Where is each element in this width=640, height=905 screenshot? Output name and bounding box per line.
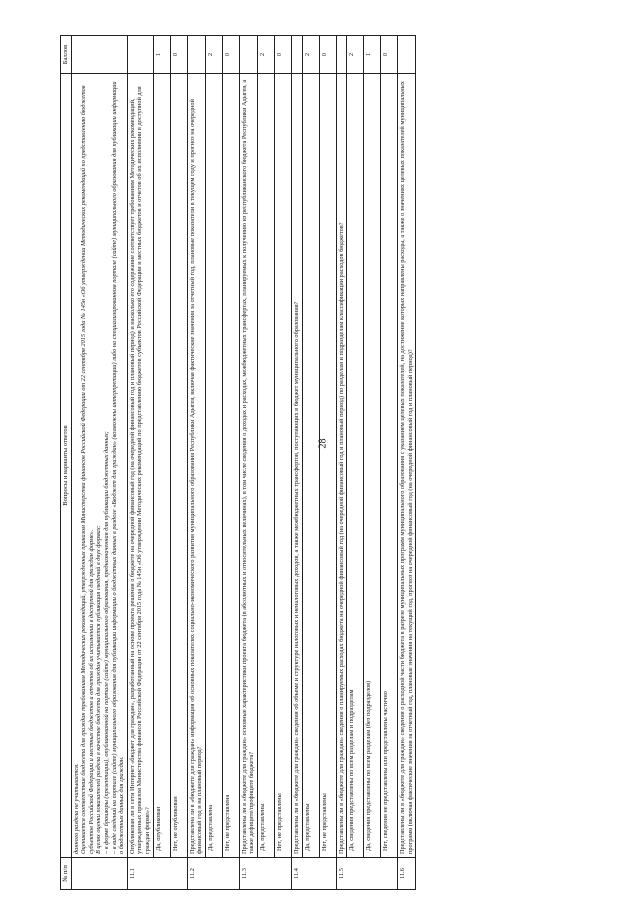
- answer-option: Да, представлены: [302, 74, 319, 858]
- answer-points: 1: [153, 36, 170, 74]
- item-number: 11.5: [336, 858, 398, 890]
- intro-row: [71, 36, 127, 890]
- question-row: [398, 36, 416, 890]
- answer-option: Да, сведения представлены по всем разделам (без подразделов): [364, 74, 381, 858]
- item-number: 11.1: [127, 858, 187, 890]
- answer-row: [170, 36, 187, 890]
- intro-line: – в виде сведений на портале (сайте) муниципального образования для публикации информации о бюджетных данных в разделе «Бюджет для граждан» (возможны интерпретации) либо на специализированном портале (сайте) муниципального образования для публикации информации о бюджетных данных для граждан.: [110, 81, 126, 854]
- rating-table: [60, 35, 416, 890]
- intro-text: [71, 74, 127, 858]
- item-number: 11.4: [291, 858, 336, 890]
- answer-points: 0: [222, 36, 239, 74]
- question-row: [336, 36, 347, 890]
- question-text: Опубликован ли в сети Интернет «бюджет для граждан», разработанный на основе проекта решения о бюджете на очередной финансовый год (на очередной финансовый год и плановый период) и насколько его содержание соответствует требованиям Методических рекомендаций, утвержденных приказом Министерства финансов Российской Федерации от 22 сентября 2015 года № 145н «Об утверждении Методических рекомендаций по представлению бюджетов субъектов Российской Федерации и местных бюджетов и отчетов об их исполнении в доступной для граждан форме»?: [127, 74, 153, 858]
- question-rows: [127, 36, 416, 890]
- answer-points: 0: [274, 36, 291, 74]
- answer-option: Нет, не представлены: [274, 74, 291, 858]
- question-text: Представлены ли в «бюджете для граждан» сведения о планируемых расходах бюджета на очередной финансовый год (на очередной финансовый год и плановый период) по разделам и подразделам классификации расходов бюджетов?: [336, 74, 347, 858]
- answer-row: [319, 36, 336, 890]
- answer-row: [347, 36, 364, 890]
- item-number: 11.3: [239, 858, 291, 890]
- item-number: 11.2: [187, 858, 239, 890]
- answer-row: [205, 36, 222, 890]
- table-header-row: [61, 36, 72, 890]
- intro-line: – в форме брошюры (презентации), опубликованной на портале (сайте) муниципального образования, предназначенная для публикации бюджетных данных;: [102, 431, 110, 854]
- header-num: № п/п: [61, 858, 72, 890]
- question-row: [127, 36, 153, 890]
- answer-row: [274, 36, 291, 890]
- answer-row: [364, 36, 381, 890]
- answer-row: [381, 36, 398, 890]
- answer-option: Нет, не представлена: [222, 74, 239, 858]
- page-number: 28: [317, 438, 329, 449]
- answer-option: Да, представлены: [257, 74, 274, 858]
- answer-option: Нет, сведения не представлены или представлены частично: [381, 74, 398, 858]
- answer-option: Нет, не опубликован: [170, 74, 187, 858]
- intro-line: В целях оценки показателей раздела в качестве бюджета для граждан учитывается публикация сведений в двух формах:: [95, 525, 103, 854]
- answer-points: 0: [319, 36, 336, 74]
- question-row: [239, 36, 257, 890]
- question-text: Представлены ли в «бюджете для граждан» сведения о расходной части бюджета в разрезе муниципальных программ муниципального образования с указанием целевых показателей, на достижение которых направлены расходы, а также о значениях целевых показателей муниципальных программ (включая фактические значения за отчетный год, плановые значения на текущий год, прогноз на очередной финансовый год (на очередной финансовый год и плановый период)?: [398, 74, 416, 858]
- answer-option: Да, сведения представлены по всем разделам и подразделам: [347, 74, 364, 858]
- question-row: [291, 36, 302, 890]
- answer-row: [222, 36, 239, 890]
- answer-points: 2: [347, 36, 364, 74]
- answer-points: 2: [257, 36, 274, 74]
- answer-points: 2: [205, 36, 222, 74]
- answer-option: Нет, не представлены: [319, 74, 336, 858]
- question-text: Представлены ли в «бюджете для граждан» сведения об объеме и структуре налоговых и неналоговых доходов, а также межбюджетных трансфертов, поступающих в бюджет муниципального образования?: [291, 74, 302, 858]
- answer-points: 1: [364, 36, 381, 74]
- question-text: Представлена ли в «бюджете для граждан» информация об основных показателях социально-экономического развития муниципального образования Республики Адыгея, включая фактические значения за отчетный год, плановые показатели в текущем году и прогноз на очередной финансовый год и на плановый период?: [187, 74, 205, 858]
- answer-points: 0: [381, 36, 398, 74]
- header-questions: Вопросы и варианты ответов: [61, 74, 72, 858]
- question-text: Представлены ли в «бюджете для граждан» основные характеристики проекта бюджета (в абсолютных и относительных величинах), в том числе сведения о доходах и расходах, межбюджетных трансфертах, планируемых к получению из республиканского бюджета Республики Адыгея, а также дефиците/профиците бюджета?: [239, 74, 257, 858]
- answer-points: 2: [302, 36, 319, 74]
- answer-row: [302, 36, 319, 890]
- answer-points: 0: [170, 36, 187, 74]
- rotated-page: [60, 35, 585, 890]
- question-row: [187, 36, 205, 890]
- item-number: 11.6: [398, 858, 416, 890]
- intro-line: данного раздела не учитывается.: [72, 763, 80, 854]
- intro-line: Оценивается соответствие бюджета для граждан требованиям Методических рекомендаций, утвержденных приказом Министерства финансов Российской Федерации от 22 сентября 2015 года № 145н «Об утверждении Методических рекомендаций по представлению бюджетов субъектов Российской Федерации и местных бюджетов и отчетов об их исполнении в доступной для граждан форме».: [80, 85, 95, 854]
- answer-option: Да, опубликован: [153, 74, 170, 858]
- answer-row: [153, 36, 170, 890]
- header-points: Баллов: [61, 36, 72, 74]
- answer-option: Да, представлена: [205, 74, 222, 858]
- answer-row: [257, 36, 274, 890]
